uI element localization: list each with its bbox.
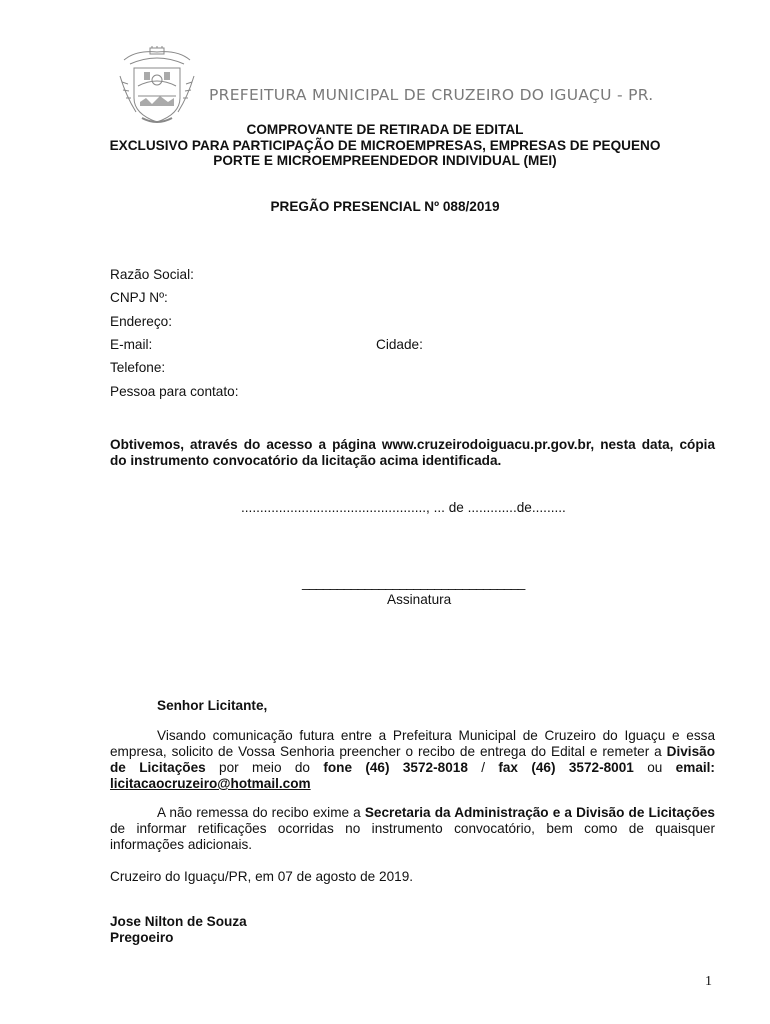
signature-label: Assinatura (387, 592, 452, 607)
letter-greeting: Senhor Licitante, (157, 698, 268, 713)
email-label: E-mail: (110, 337, 153, 352)
signature-line: ________________________________ (302, 575, 525, 590)
endereco-label: Endereço: (110, 314, 172, 329)
page-number: 1 (705, 974, 712, 989)
document-title: COMPROVANTE DE RETIRADA DE EDITAL (246, 122, 524, 137)
letter-paragraph-2: A não remessa do recibo exime a Secretaria da Administração e a Divisão de Licitações de informar retificações ocorridas no instrumento convocatório, bem como de quaisquer informações adicionais. (110, 805, 715, 852)
telefone-label: Telefone: (110, 360, 166, 375)
contact-email-link[interactable]: licitacaocruzeiro@hotmail.com (110, 776, 311, 791)
document-subtitle-line2: PORTE E MICROEMPREENDEDOR INDIVIDUAL (MEI) (213, 153, 557, 168)
cidade-label: Cidade: (376, 337, 423, 352)
razao-social-label: Razão Social: (110, 267, 194, 282)
signer-name: Jose Nilton de Souza (110, 914, 247, 929)
municipal-crest-icon (116, 46, 198, 126)
contact-person-label: Pessoa para contato: (110, 384, 239, 399)
pregao-number: PREGÃO PRESENCIAL Nº 088/2019 (270, 199, 500, 214)
place-and-date: Cruzeiro do Iguaçu/PR, em 07 de agosto de 2019. (110, 869, 414, 884)
letter-paragraph-1: Visando comunicação futura entre a Prefeitura Municipal de Cruzeiro do Iguaçu e essa empresa, solicito de Vossa Senhoria preencher o recibo de entrega do Edital e remeter a Divisão de Licitações por meio do fone (46) 3572-8018 / fax (46) 3572-8001 ou email: licitacaocruzeiro@hotmail.com (110, 728, 715, 791)
document-subtitle-line1: EXCLUSIVO PARA PARTICIPAÇÃO DE MICROEMPRESAS, EMPRESAS DE PEQUENO (109, 138, 661, 153)
cnpj-label: CNPJ Nº: (110, 290, 168, 305)
date-placeholder-line: ................................................., ... de .............de......... (241, 500, 566, 515)
municipality-header: PREFEITURA MUNICIPAL DE CRUZEIRO DO IGUAÇU - PR. (209, 86, 654, 104)
obtained-statement: Obtivemos, através do acesso a página www.cruzeirodoiguacu.pr.gov.br, nesta data, cópia do instrumento convocatório da licitação acima identificada. (110, 437, 715, 468)
signer-role: Pregoeiro (110, 930, 174, 945)
